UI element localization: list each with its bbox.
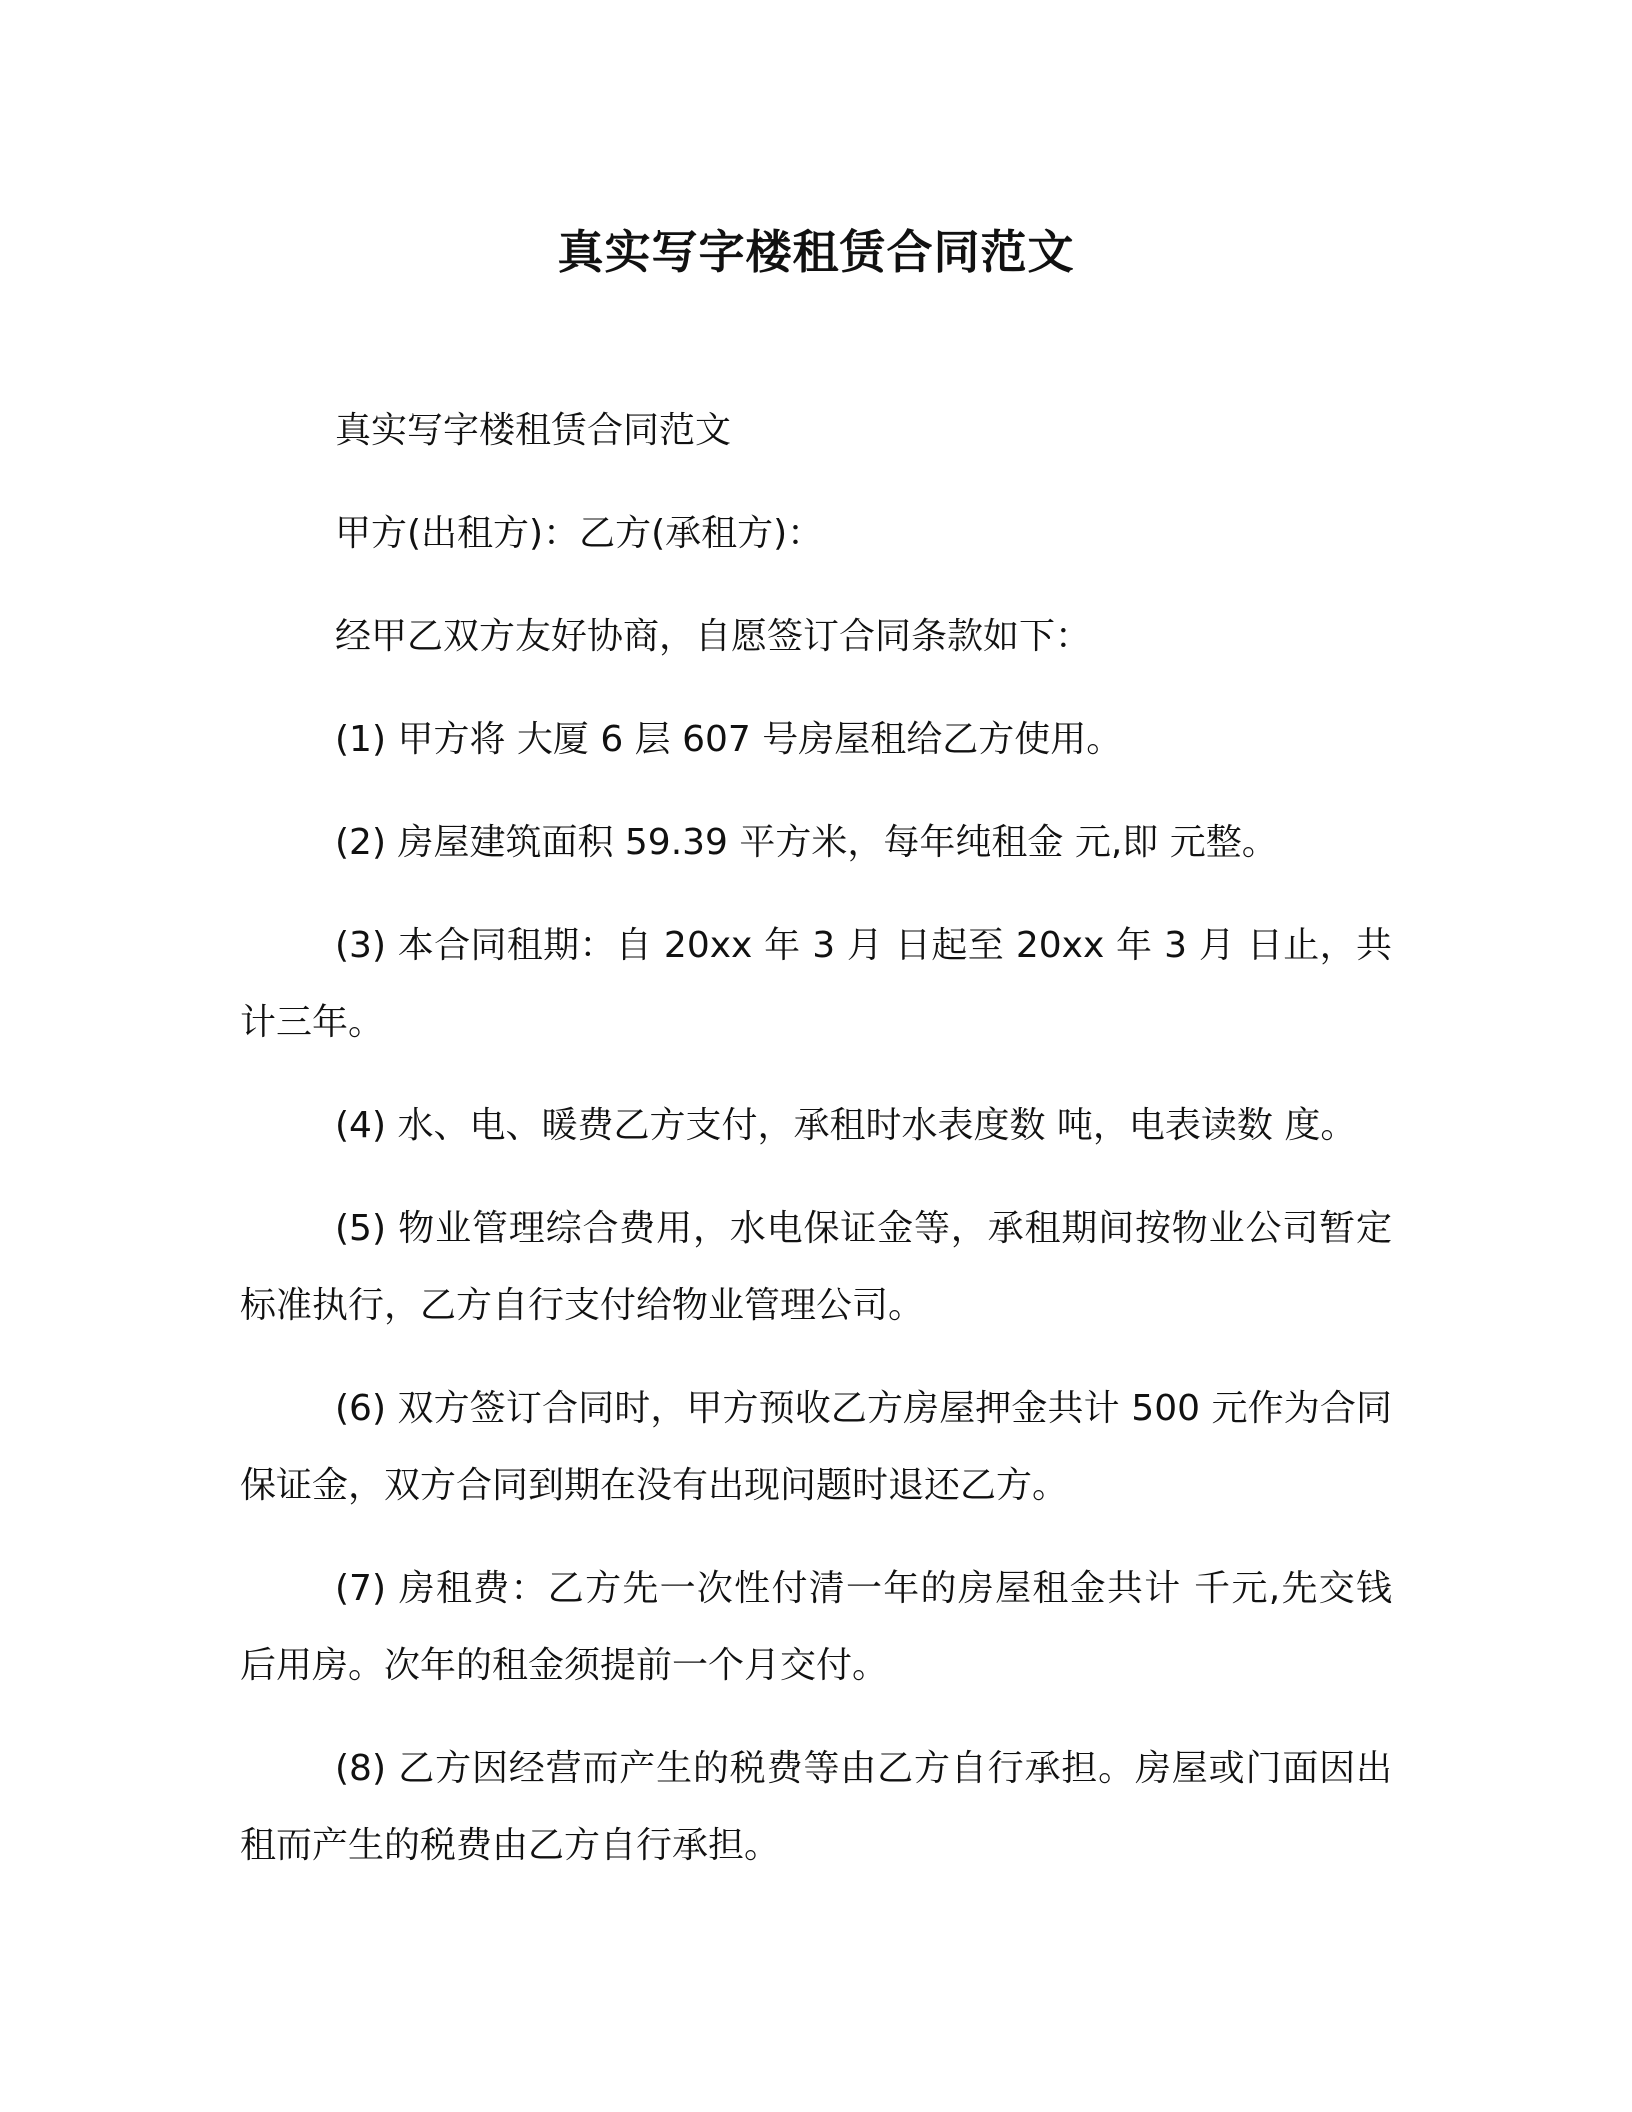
clause-5: (5) 物业管理综合费用，水电保证金等，承租期间按物业公司暂定标准执行，乙方自行支付给物业管理公司。 <box>240 1208 1392 1326</box>
paragraph-intro: 经甲乙双方友好协商，自愿签订合同条款如下： <box>335 616 1092 657</box>
clause-3: (3) 本合同租期：自 20xx 年 3 月 日起至 20xx 年 3 月 日止，共计三年。 <box>240 925 1392 1043</box>
clause-4: (4) 水、电、暖费乙方支付，承租时水表度数 吨，电表读数 度。 <box>335 1105 1357 1146</box>
clause-2: (2) 房屋建筑面积 59.39 平方米，每年纯租金 元,即 元整。 <box>335 822 1278 863</box>
clause-6: (6) 双方签订合同时，甲方预收乙方房屋押金共计 500 元作为合同保证金，双方合同到期在没有出现问题时退还乙方。 <box>240 1388 1392 1506</box>
paragraph-heading: 真实写字楼租赁合同范文 <box>335 410 732 451</box>
clause-7: (7) 房租费：乙方先一次性付清一年的房屋租金共计 千元,先交钱后用房。次年的租金须提前一个月交付。 <box>240 1568 1392 1686</box>
document-title: 真实写字楼租赁合同范文 <box>557 225 1075 279</box>
clause-1: (1) 甲方将 大厦 6 层 607 号房屋租给乙方使用。 <box>335 719 1123 760</box>
paragraph-parties: 甲方(出租方)：乙方(承租方)： <box>335 513 824 554</box>
clause-8: (8) 乙方因经营而产生的税费等由乙方自行承担。房屋或门面因出租而产生的税费由乙方自行承担。 <box>240 1748 1392 1866</box>
document-body <box>240 392 1392 1910</box>
